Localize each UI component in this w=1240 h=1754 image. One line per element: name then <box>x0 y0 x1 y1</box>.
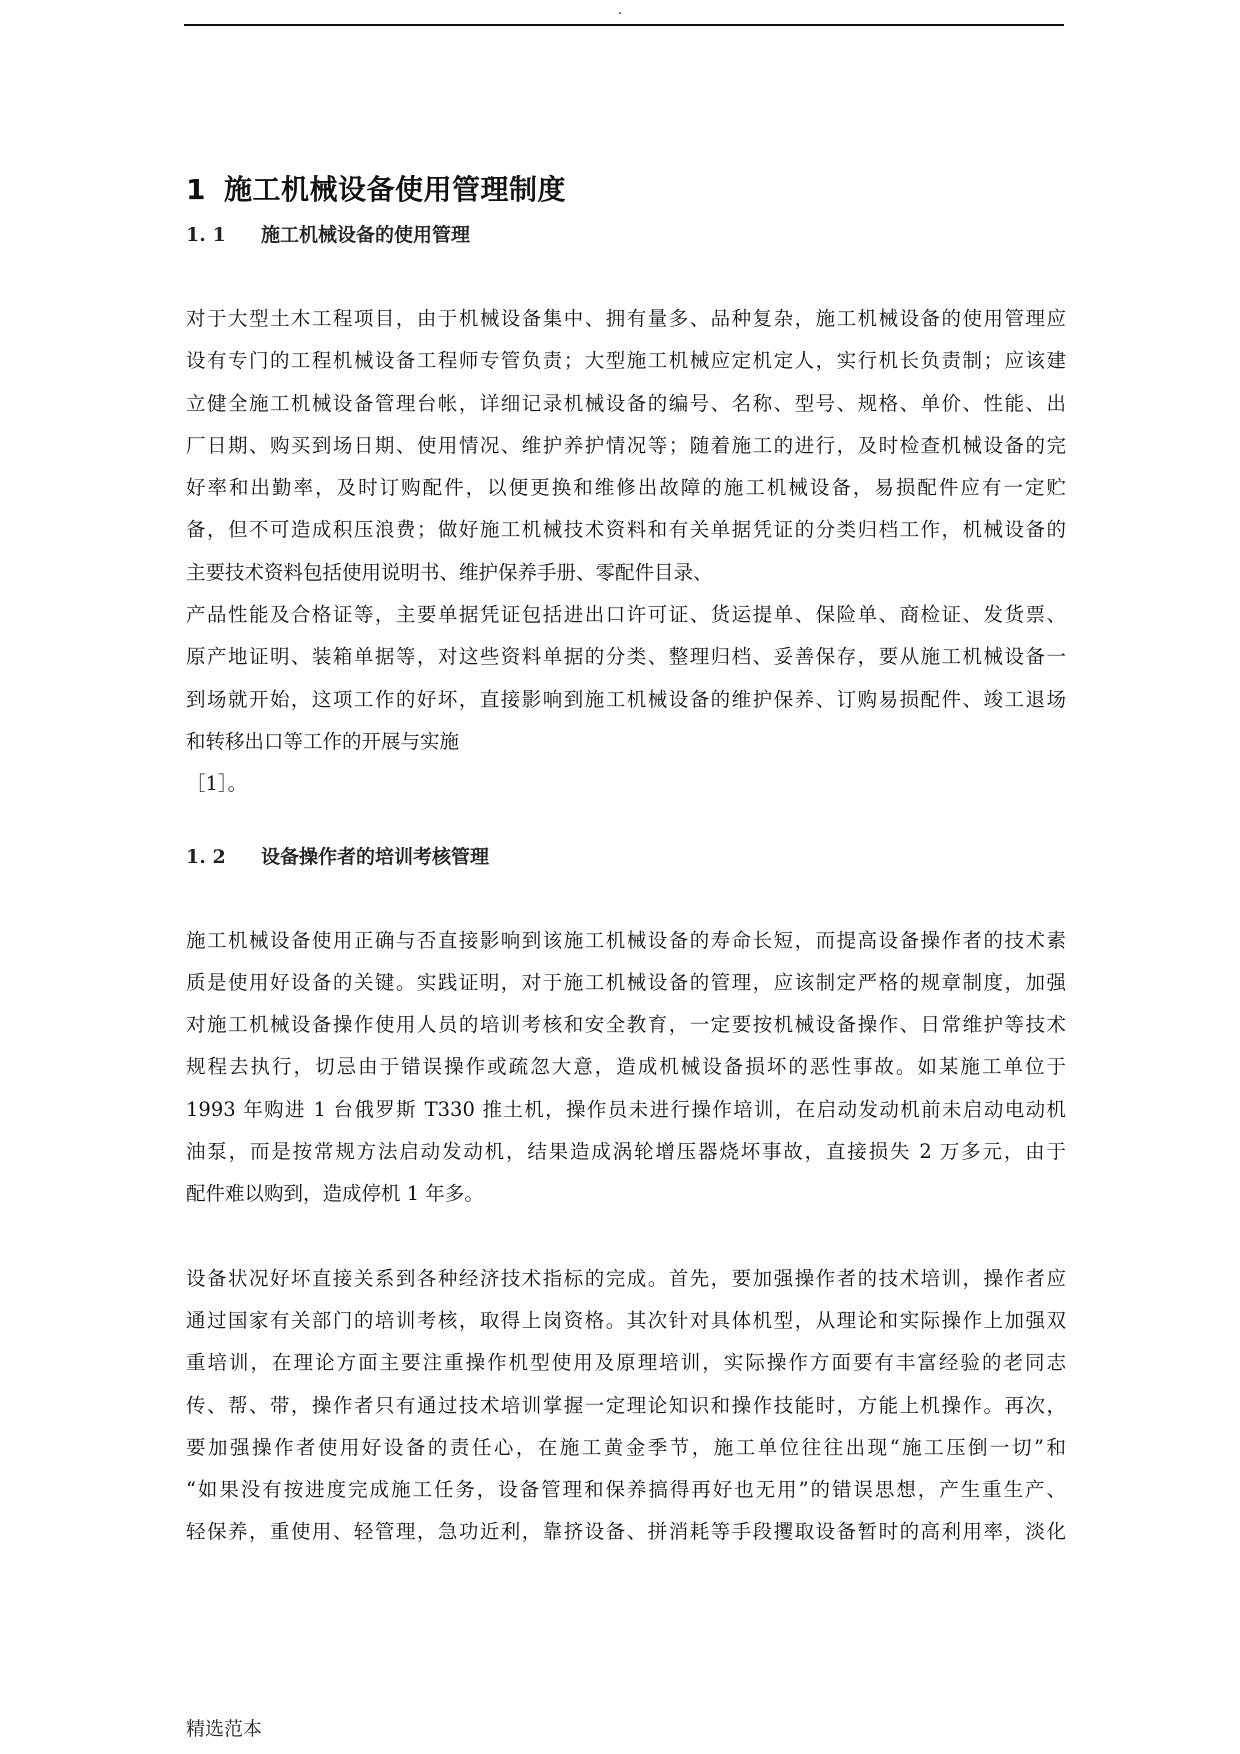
paragraph-operator-training <box>186 920 1066 1216</box>
paragraph-line: 立健全施工机械设备管理台帐，详细记录机械设备的编号、名称、型号、规格、单价、性能、出 <box>186 391 1066 415</box>
header-rule <box>184 24 1064 26</box>
footer-label: 精选范本 <box>186 1718 263 1740</box>
header-mark: . <box>617 2 623 18</box>
paragraph-line: 施工机械设备使用正确与否直接影响到该施工机械设备的寿命长短，而提高设备操作者的技术素 <box>186 928 1066 952</box>
paragraph-machinery-usage <box>186 298 1066 806</box>
paragraph-line: 备，但不可造成积压浪费；做好施工机械技术资料和有关单据凭证的分类归档工作，机械设备的 <box>186 518 1066 542</box>
paragraph-line: 主要技术资料包括使用说明书、维护保养手册、零配件目录、 <box>186 560 713 584</box>
citation-reference: ［1］。 <box>186 772 248 796</box>
paragraph-line: 轻保养，重使用、轻管理，急功近利，靠挤设备、拼消耗等手段攫取设备暂时的高利用率，淡化 <box>186 1520 1066 1544</box>
subsection-title-2: 设备操作者的培训考核管理 <box>261 845 490 868</box>
paragraph-line: 和转移出口等工作的开展与实施 <box>186 729 460 753</box>
subsection-heading-2 <box>186 844 1066 870</box>
paragraph-line: 到场就开始，这项工作的好坏，直接影响到施工机械设备的维护保养、订购易损配件、竣工退场 <box>186 687 1066 711</box>
paragraph-line: 通过国家有关部门的培训考核，取得上岗资格。其次针对具体机型，从理论和实际操作上加强双 <box>186 1308 1066 1332</box>
paragraph-line: 要加强操作者使用好设备的责任心，在施工黄金季节，施工单位往往出现“施工压倒一切”和 <box>186 1435 1066 1459</box>
document-body <box>186 170 1066 1554</box>
subsection-title-1: 施工机械设备的使用管理 <box>261 224 471 246</box>
paragraph-line: 厂日期、购买到场日期、使用情况、维护养护情况等；随着施工的进行，及时检查机械设备的完 <box>186 433 1066 457</box>
subsection-number-2: 1. 2 <box>186 845 226 868</box>
paragraph-line: 规程去执行，切忌由于错误操作或疏忽大意，造成机械设备损坏的恶性事故。如某施工单位于 <box>186 1055 1066 1079</box>
paragraph-line: 原产地证明、装箱单据等，对这些资料单据的分类、整理归档、妥善保存，要从施工机械设备一 <box>186 645 1066 669</box>
paragraph-line: 好率和出勤率，及时订购配件，以便更换和维修出故障的施工机械设备，易损配件应有一定贮 <box>186 476 1066 500</box>
paragraph-line: 设有专门的工程机械设备工程师专管负责；大型施工机械应定机定人，实行机长负责制；应该建 <box>186 349 1066 373</box>
paragraph-line: 重培训，在理论方面主要注重操作机型使用及原理培训，实际操作方面要有丰富经验的老同志 <box>186 1351 1066 1375</box>
paragraph-line: 配件难以购到，造成停机 1 年多。 <box>186 1182 484 1206</box>
paragraph-equipment-condition <box>186 1258 1066 1554</box>
section-heading <box>186 170 1066 210</box>
paragraph-line: 1993 年购进 1 台俄罗斯 T330 推土机，操作员未进行操作培训，在启动发动机前未启动电动机 <box>186 1097 1066 1121</box>
paragraph-line: 质是使用好设备的关键。实践证明，对于施工机械设备的管理，应该制定严格的规章制度，加强 <box>186 970 1066 994</box>
paragraph-line: 油泵，而是按常规方法启动发动机，结果造成涡轮增压器烧坏事故，直接损失 2 万多元，由于 <box>186 1140 1066 1164</box>
subsection-number-1: 1. 1 <box>186 224 226 246</box>
paragraph-line: “如果没有按进度完成施工任务，设备管理和保养搞得再好也无用”的错误思想，产生重生产、 <box>186 1478 1066 1502</box>
paragraph-line: 设备状况好坏直接关系到各种经济技术指标的完成。首先，要加强操作者的技术培训，操作者应 <box>186 1266 1066 1290</box>
paragraph-line: 对施工机械设备操作使用人员的培训考核和安全教育，一定要按机械设备操作、日常维护等技术 <box>186 1013 1066 1037</box>
paragraph-line: 产品性能及合格证等，主要单据凭证包括进出口许可证、货运提单、保险单、商检证、发货票、 <box>186 603 1066 627</box>
section-title: 施工机械设备使用管理制度 <box>224 173 567 206</box>
section-number: 1 <box>186 173 206 206</box>
paragraph-line: 传、帮、带，操作者只有通过技术培训掌握一定理论知识和操作技能时，方能上机操作。再次， <box>186 1393 1066 1417</box>
paragraph-line: 对于大型土木工程项目，由于机械设备集中、拥有量多、品种复杂，施工机械设备的使用管理应 <box>186 307 1066 330</box>
subsection-heading-1 <box>186 222 1066 248</box>
